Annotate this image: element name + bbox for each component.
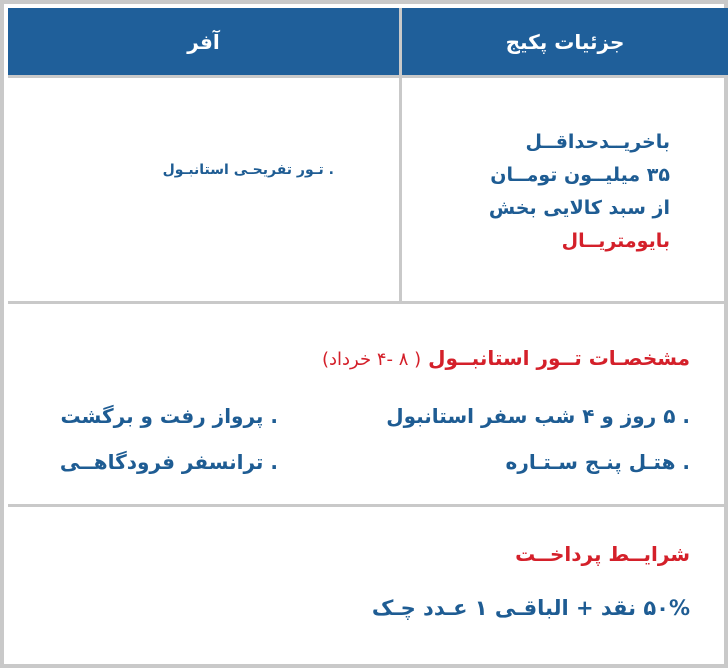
package-line-1: باخریــدحداقــل [525,131,670,153]
payment-title: شرایــط پرداخــت [515,542,690,566]
specs-dates: ( ۸ -۴ خرداد) [321,349,422,370]
payment-text: ۵۰% نقد + الباقـی ۱ عـدد چـک [371,596,690,620]
specs-title [322,346,690,370]
package-line-4: بایومتریــال [561,230,670,252]
column-divider [399,8,402,304]
package-details-text [414,126,670,258]
package-line-2: ۳۵ میلیــون تومــان [490,164,670,186]
header-package-details [402,8,728,78]
offer-text: . تـور تفریحـی استانبـول [162,162,334,178]
row-divider-1 [8,301,728,304]
header-offer-label: آفر [187,29,220,54]
spec-item-hotel: . هتـل پنـج سـتـاره [505,450,690,474]
header-offer [8,8,399,78]
specs-title-text: مشخصـات تــور استانبــول [428,346,690,370]
spec-item-duration: . ۵ روز و ۴ شب سفر استانبول [386,404,690,428]
package-line-3: از سبد کالایی بخش [488,197,670,219]
row-divider-2 [8,504,728,507]
spec-item-flight: . پرواز رفت و برگشت [60,404,278,428]
header-package-details-label: جزئیات پکیج [505,29,625,54]
spec-item-transfer: . ترانسفر فرودگاهــی [59,450,278,474]
